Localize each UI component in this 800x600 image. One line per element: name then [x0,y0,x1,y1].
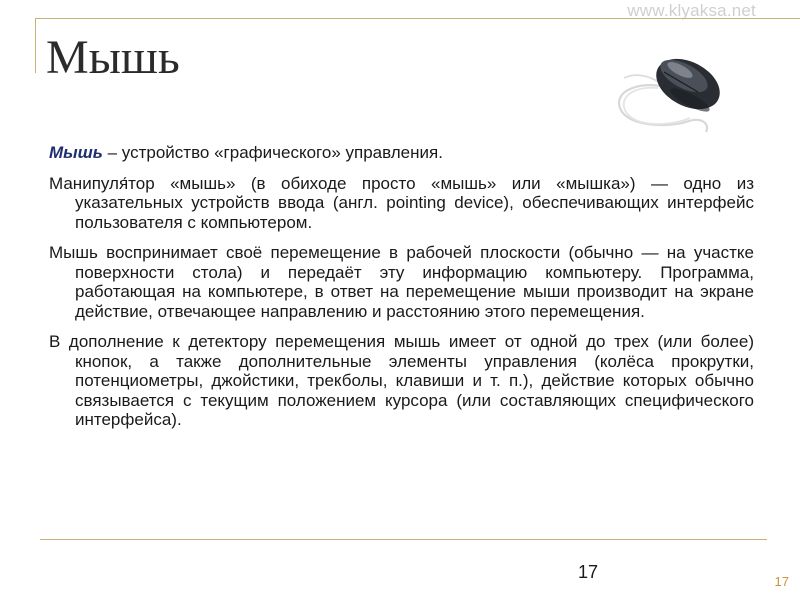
site-url: www.klyaksa.net [627,1,756,20]
paragraph-manipulator: Манипуля́тор «мышь» (в обиходе просто «мышь» или «мышка») — одно из указательных устройств ввода (англ. pointing device), обеспечивающих интерфейс пользователя с компьютером. [49,173,754,232]
corner-page-number: 17 [774,574,789,589]
slide-title: Мышь [46,31,180,84]
computer-mouse-icon [606,42,726,138]
slide-number: 17 [578,562,599,582]
paragraph-buttons: В дополнение к детектору перемещения мышь имеет от одной до трех (или более) кнопок, а также дополнительные элементы управления (колёса прокрутки, потенциометры, джойстики, трекболы, клавиши и т. п.), действие которых обычно связывается с текущим положением курсора (или составляющих специфического интерфейса). [49,332,754,429]
definition-paragraph [49,143,754,163]
slide-body [49,143,754,441]
definition-text: – устройство «графического» управления. [102,143,443,162]
paragraph-movement: Мышь воспринимает своё перемещение в рабочей плоскости (обычно — на участке поверхности стола) и передаёт эту информацию компьютеру. Программа, работающая на компьютере, в ответ на перемещение мыши производит на экране действие, отвечающее направлению и расстоянию этого перемещения. [49,243,754,321]
term-highlight: Мышь [49,143,103,162]
footer-rule [40,539,767,540]
left-accent-rule [35,18,36,73]
